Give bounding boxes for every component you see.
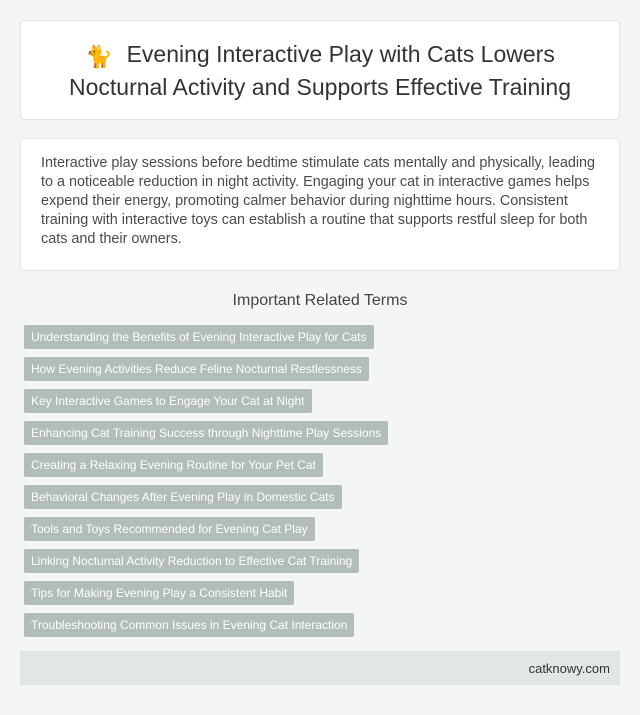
list-item — [24, 389, 616, 421]
page-title — [41, 39, 599, 102]
page-title-text: Evening Interactive Play with Cats Lowers Nocturnal Activity and Supports Effective Training — [68, 40, 571, 100]
term-tag[interactable]: Understanding the Benefits of Evening Interactive Play for Cats — [24, 325, 374, 349]
list-item — [24, 549, 616, 581]
term-tag[interactable]: Troubleshooting Common Issues in Evening Cat Interaction — [24, 613, 354, 637]
term-tag[interactable]: Creating a Relaxing Evening Routine for Your Pet Cat — [24, 453, 323, 477]
term-tag[interactable]: Behavioral Changes After Evening Play in Domestic Cats — [24, 485, 342, 509]
term-tag[interactable]: Tools and Toys Recommended for Evening Cat Play — [24, 517, 315, 541]
term-tag[interactable]: Enhancing Cat Training Success through Nighttime Play Sessions — [24, 421, 388, 445]
list-item — [24, 357, 616, 389]
summary-card — [20, 138, 620, 271]
cat-icon: 🐈 — [85, 43, 113, 69]
list-item — [24, 517, 616, 549]
related-terms-list — [24, 325, 616, 645]
term-tag[interactable]: Linking Nocturnal Activity Reduction to Effective Cat Training — [24, 549, 359, 573]
term-tag[interactable]: Tips for Making Evening Play a Consistent Habit — [24, 581, 294, 605]
list-item — [24, 325, 616, 357]
footer — [20, 651, 620, 685]
term-tag[interactable]: How Evening Activities Reduce Feline Nocturnal Restlessness — [24, 357, 369, 381]
footer-site-name: catknowy.com — [528, 660, 610, 676]
list-item — [24, 421, 616, 453]
list-item — [24, 485, 616, 517]
list-item — [24, 613, 616, 645]
term-tag[interactable]: Key Interactive Games to Engage Your Cat at Night — [24, 389, 312, 413]
related-terms-heading: Important Related Terms — [232, 292, 408, 309]
list-item — [24, 453, 616, 485]
summary-text: Interactive play sessions before bedtime stimulate cats mentally and physically, leading to a noticeable reduction in night activity. Engaging your cat in interactive games helps expend their energy, promoting calmer behavior during nighttime hours. Consistent training with interactive toys can establish a routine that supports restful sleep for both cats and their owners. — [41, 155, 596, 247]
list-item — [24, 581, 616, 613]
title-card — [20, 20, 620, 120]
